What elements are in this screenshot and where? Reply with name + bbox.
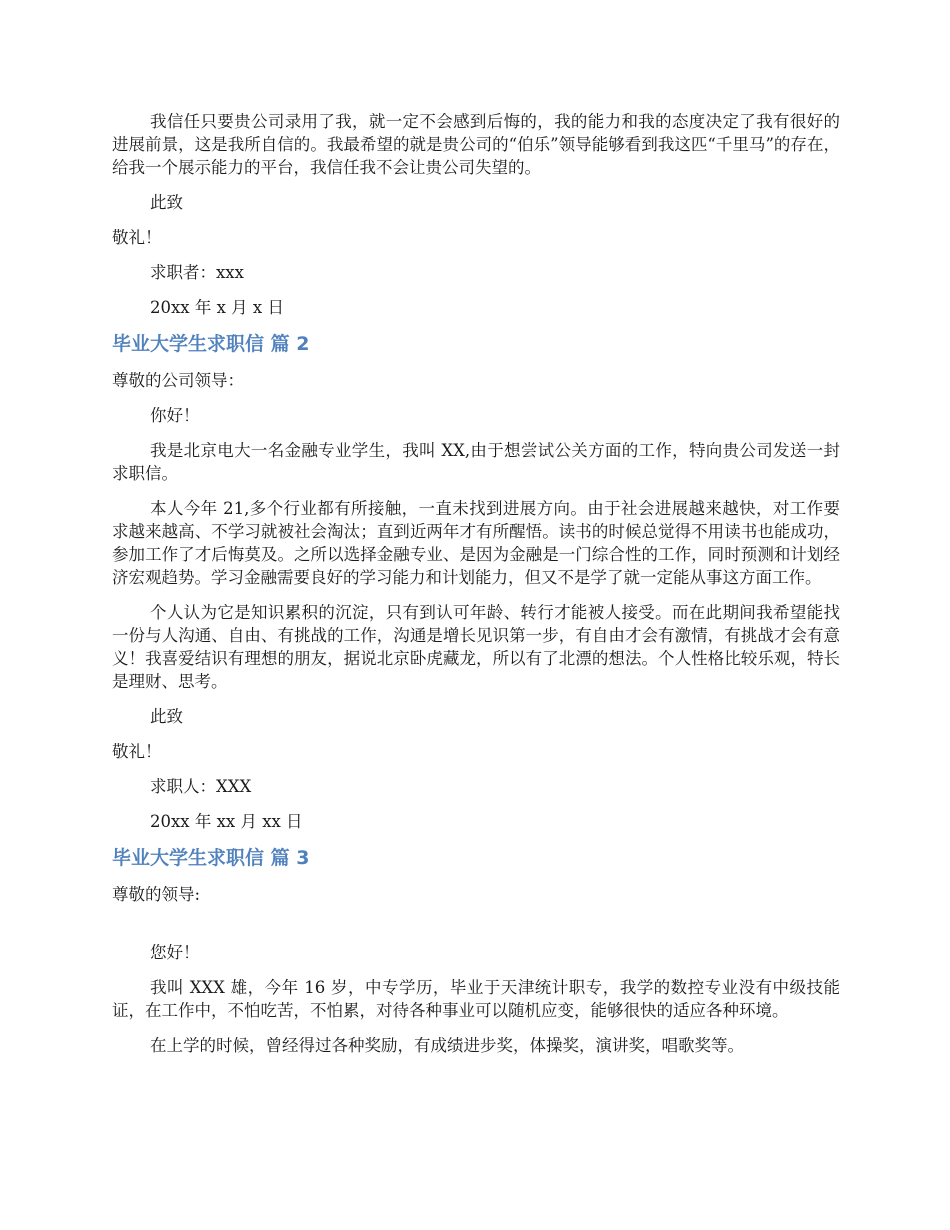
- section-heading-2: 毕业大学生求职信 篇 2: [112, 333, 310, 355]
- body-paragraph: 我是北京电大一名金融专业学生，我叫 XX,由于想尝试公关方面的工作，特向贵公司发送一封求职信。: [112, 441, 840, 483]
- date-line: 20xx 年 x 月 x 日: [150, 298, 284, 317]
- hello-line: 你好！: [150, 406, 200, 425]
- date-line: 20xx 年 xx 月 xx 日: [150, 812, 303, 831]
- hello-line: 您好！: [150, 943, 200, 962]
- body-paragraph: 我叫 XXX 雄，今年 16 岁，中专学历，毕业于天津统计职专，我学的数控专业没有中级技能证，在工作中，不怕吃苦，不怕累，对待各种事业可以随机应变，能够很快的适应各种环境。: [112, 978, 840, 1020]
- signature-line: 求职人：XXX: [150, 777, 252, 796]
- closing-line: 此致: [150, 193, 183, 212]
- closing-line: 此致: [150, 707, 183, 726]
- body-paragraph: 个人认为它是知识累积的沉淀，只有到认可年龄、转行才能被人接受。而在此期间我希望能找一份与人沟通、自由、有挑战的工作，沟通是增长见识第一步，有自由才会有激情，有挑战才会有意义！我喜爱结识有理想的朋友，据说北京卧虎藏龙，所以有了北漂的想法。个人性格比较乐观，特长是理财、思考。: [112, 603, 840, 691]
- document-body: [112, 110, 840, 1057]
- salute-line: 敬礼！: [112, 228, 162, 247]
- signature-line: 求职者：xxx: [150, 263, 244, 282]
- greeting-line: 尊敬的公司领导：: [112, 371, 244, 390]
- greeting-line: 尊敬的领导:: [112, 885, 201, 904]
- salute-line: 敬礼！: [112, 742, 162, 761]
- body-paragraph: 我信任只要贵公司录用了我，就一定不会感到后悔的，我的能力和我的态度决定了我有很好的进展前景，这是我所自信的。我最希望的就是贵公司的“伯乐”领导能够看到我这匹“千里马”的存在，给我一个展示能力的平台，我信任我不会让贵公司失望的。: [112, 112, 840, 177]
- body-paragraph: 在上学的时候，曾经得过各种奖励，有成绩进步奖，体操奖，演讲奖，唱歌奖等。: [150, 1036, 744, 1055]
- section-heading-3: 毕业大学生求职信 篇 3: [112, 847, 310, 869]
- body-paragraph: 本人今年 21,多个行业都有所接触，一直未找到进展方向。由于社会进展越来越快，对工作要求越来越高、不学习就被社会淘汰；直到近两年才有所醒悟。读书的时候总觉得不用读书也能成功，参加工作了才后悔莫及。之所以选择金融专业、是因为金融是一门综合性的工作，同时预测和计划经济宏观趋势。学习金融需要良好的学习能力和计划能力，但又不是学了就一定能从事这方面工作。: [112, 499, 840, 587]
